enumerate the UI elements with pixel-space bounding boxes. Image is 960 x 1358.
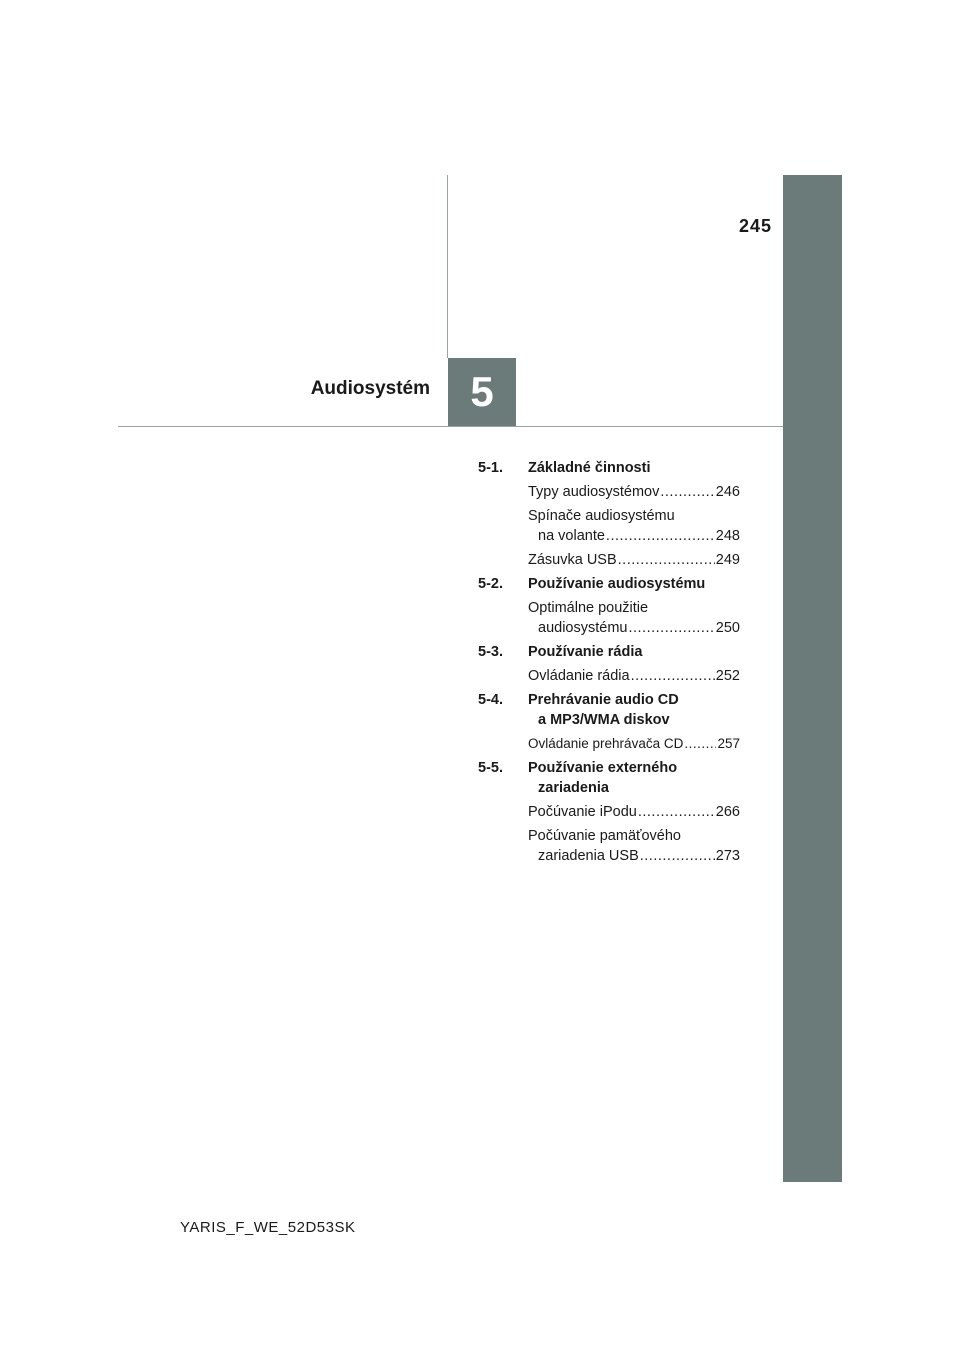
toc-section-5-2: [478, 574, 740, 638]
section-title-line1: Prehrávanie audio CD: [528, 692, 679, 708]
dot-leader: [640, 846, 715, 866]
dot-leader: [628, 618, 714, 638]
dot-leader: [631, 666, 715, 686]
section-heading[interactable]: [478, 642, 740, 662]
dot-leader: [684, 734, 716, 754]
chapter-title: Audiosystém: [310, 378, 430, 399]
section-heading[interactable]: [478, 574, 740, 594]
entry-page: 257: [717, 736, 740, 751]
table-of-contents: [478, 458, 740, 870]
entry-page: 273: [715, 848, 740, 864]
toc-entry[interactable]: [528, 802, 740, 822]
toc-section-5-5: [478, 758, 740, 866]
entry-title: Ovládanie rádia: [528, 668, 630, 684]
section-title: Používanie rádia: [528, 644, 643, 660]
section-heading[interactable]: [478, 758, 740, 798]
entry-page: 250: [715, 620, 740, 636]
toc-entry[interactable]: [528, 666, 740, 686]
vertical-rule: [447, 175, 448, 358]
entry-title-line2: na volante: [538, 528, 605, 544]
section-number: 5-2.: [478, 576, 503, 592]
entry-title-line1: Počúvanie pamäťového: [528, 828, 681, 844]
page-number: 245: [738, 216, 772, 236]
entry-title-line2: audiosystému: [538, 620, 628, 636]
entry-page: 252: [715, 668, 740, 684]
entry-title-line2: zariadenia USB: [538, 848, 639, 864]
section-number: 5-3.: [478, 644, 503, 660]
entry-title: Počúvanie iPodu: [528, 804, 637, 820]
entry-title-line1: Spínače audiosystému: [528, 508, 675, 524]
dot-leader: [618, 550, 715, 570]
entry-page: 248: [715, 528, 740, 544]
entry-page: 246: [715, 484, 740, 500]
chapter-number: 5: [470, 368, 494, 415]
section-number: 5-4.: [478, 692, 503, 708]
entry-page: 266: [715, 804, 740, 820]
section-heading[interactable]: [478, 458, 740, 478]
toc-entry[interactable]: [528, 826, 740, 866]
entry-title: Typy audiosystémov: [528, 484, 660, 500]
horizontal-rule: [118, 426, 783, 427]
section-title: Základné činnosti: [528, 460, 651, 476]
toc-entry[interactable]: [528, 482, 740, 502]
toc-section-5-4: [478, 690, 740, 754]
dot-leader: [606, 526, 715, 546]
section-number: 5-5.: [478, 760, 503, 776]
section-title: Používanie audiosystému: [528, 576, 706, 592]
section-heading[interactable]: [478, 690, 740, 730]
section-number: 5-1.: [478, 460, 503, 476]
entry-title: Zásuvka USB: [528, 552, 617, 568]
toc-entry[interactable]: [528, 734, 740, 754]
entry-title-line1: Optimálne použitie: [528, 600, 649, 616]
chapter-number-box: [448, 358, 516, 426]
section-title-line2: a MP3/WMA diskov: [538, 712, 670, 728]
section-title: [528, 758, 677, 798]
toc-section-5-3: [478, 642, 740, 686]
entry-title: Ovládanie prehrávača CD: [528, 736, 684, 751]
dot-leader: [660, 482, 714, 502]
section-title: [528, 690, 679, 730]
dot-leader: [638, 802, 715, 822]
toc-entry[interactable]: [528, 550, 740, 570]
toc-section-5-1: [478, 458, 740, 570]
entry-page: 249: [715, 552, 740, 568]
section-title-line2: zariadenia: [538, 780, 609, 796]
section-title-line1: Používanie externého: [528, 760, 678, 776]
chapter-side-tab: [783, 175, 842, 1182]
toc-entry[interactable]: [528, 506, 740, 546]
toc-entry[interactable]: [528, 598, 740, 638]
document-code: YARIS_F_WE_52D53SK: [180, 1219, 356, 1236]
